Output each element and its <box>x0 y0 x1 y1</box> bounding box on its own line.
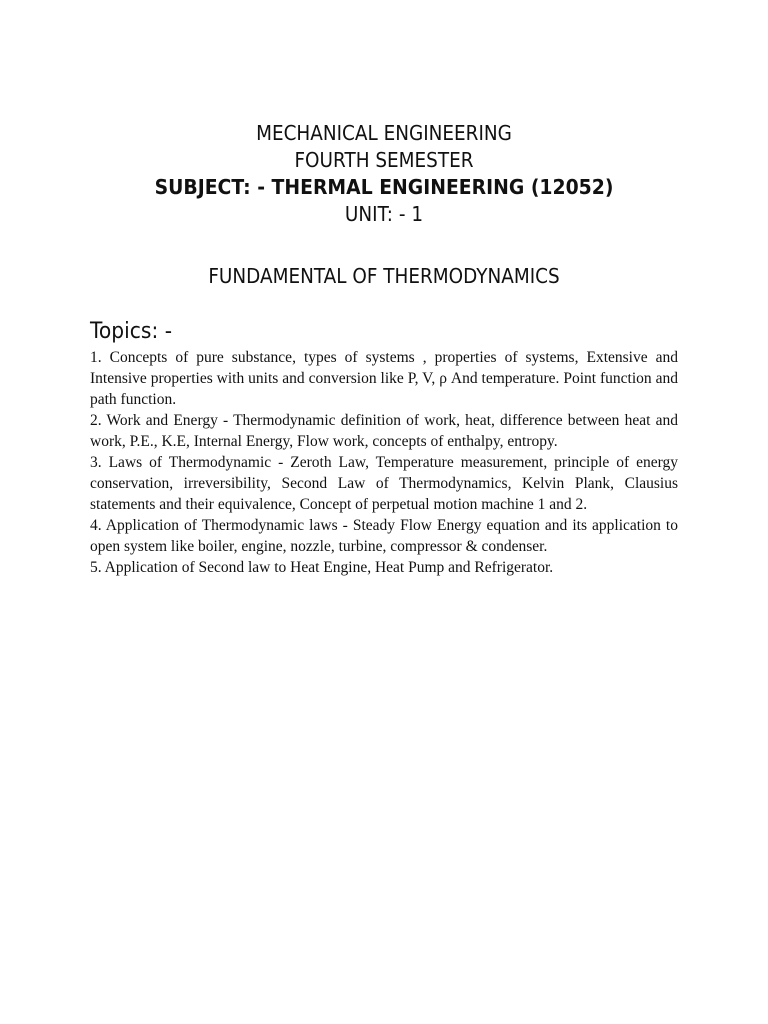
topics-list <box>90 347 678 578</box>
topics-heading: Topics: - <box>90 319 173 344</box>
topic-item-5: 5. Application of Second law to Heat Engine, Heat Pump and Refrigerator. <box>90 559 554 576</box>
document-header <box>0 120 768 228</box>
subject-heading: SUBJECT: - THERMAL ENGINEERING (12052) <box>154 175 614 199</box>
topic-item-3: 3. Laws of Thermodynamic - Zeroth Law, Temperature measurement, principle of energy conservation, irreversibility, Second Law of Thermodynamics, Kelvin Plank, Clausius statements and their equivalence, Concept of perpetual motion machine 1 and 2. <box>90 454 678 513</box>
topic-item-2: 2. Work and Energy - Thermodynamic definition of work, heat, difference between heat and work, P.E., K.E, Internal Energy, Flow work, concepts of enthalpy, entropy. <box>90 412 678 450</box>
topic-item-1: 1. Concepts of pure substance, types of systems , properties of systems, Extensive and Intensive properties with units and conversion like P, V, ρ And temperature. Point function and path function. <box>90 349 678 408</box>
semester-heading: FOURTH SEMESTER <box>294 148 474 172</box>
unit-title: FUNDAMENTAL OF THERMODYNAMICS <box>208 264 560 288</box>
unit-heading: UNIT: - 1 <box>344 202 424 226</box>
department-heading: MECHANICAL ENGINEERING <box>256 121 512 145</box>
topic-item-4: 4. Application of Thermodynamic laws - Steady Flow Energy equation and its application to open system like boiler, engine, nozzle, turbine, compressor & condenser. <box>90 517 678 555</box>
